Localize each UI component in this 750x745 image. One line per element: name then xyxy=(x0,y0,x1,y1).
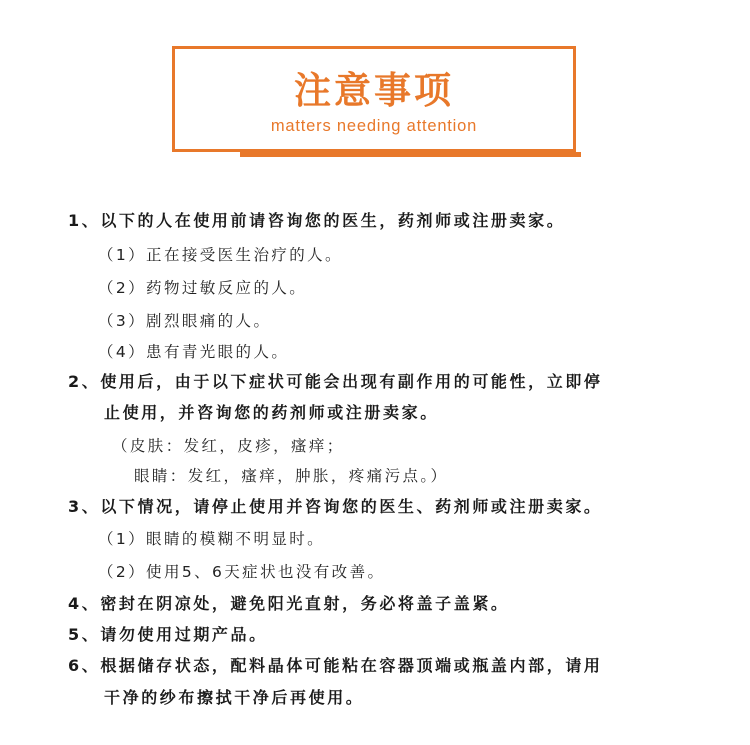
notice-item-2-sub-2: 眼睛：发红，瘙痒，肿胀，疼痛污点。） xyxy=(134,467,449,485)
notice-item-1: 1、以下的人在使用前请咨询您的医生，药剂师或注册卖家。 xyxy=(68,211,566,230)
notice-item-1-sub-4: （4）患有青光眼的人。 xyxy=(98,343,290,361)
header-accent-bar xyxy=(240,152,581,157)
notice-item-1-sub-1: （1）正在接受医生治疗的人。 xyxy=(98,246,343,264)
notice-item-2-continuation: 止使用，并咨询您的药剂师或注册卖家。 xyxy=(104,403,439,422)
header-box xyxy=(172,46,576,152)
notice-item-2: 2、使用后，由于以下症状可能会出现有副作用的可能性，立即停 xyxy=(68,372,603,391)
notice-item-3: 3、以下情况，请停止使用并咨询您的医生、药剂师或注册卖家。 xyxy=(68,497,603,516)
notice-item-1-sub-3: （3）剧烈眼痛的人。 xyxy=(98,312,272,330)
notice-item-6-continuation: 干净的纱布擦拭干净后再使用。 xyxy=(104,688,365,707)
notice-item-5: 5、请勿使用过期产品。 xyxy=(68,625,268,644)
page-title: 注意事项 xyxy=(294,69,454,112)
page-subtitle: matters needing attention xyxy=(270,117,478,135)
notice-item-1-sub-2: （2）药物过敏反应的人。 xyxy=(98,279,308,297)
notice-item-3-sub-2: （2）使用5、6天症状也没有改善。 xyxy=(98,563,386,581)
notice-item-3-sub-1: （1）眼睛的模糊不明显时。 xyxy=(98,530,326,548)
notice-item-2-sub-1: （皮肤：发红，皮疹，瘙痒； xyxy=(112,437,345,455)
notice-item-4: 4、密封在阴凉处，避免阳光直射，务必将盖子盖紧。 xyxy=(68,594,510,613)
notice-item-6: 6、根据储存状态，配料晶体可能粘在容器顶端或瓶盖内部，请用 xyxy=(68,656,603,675)
